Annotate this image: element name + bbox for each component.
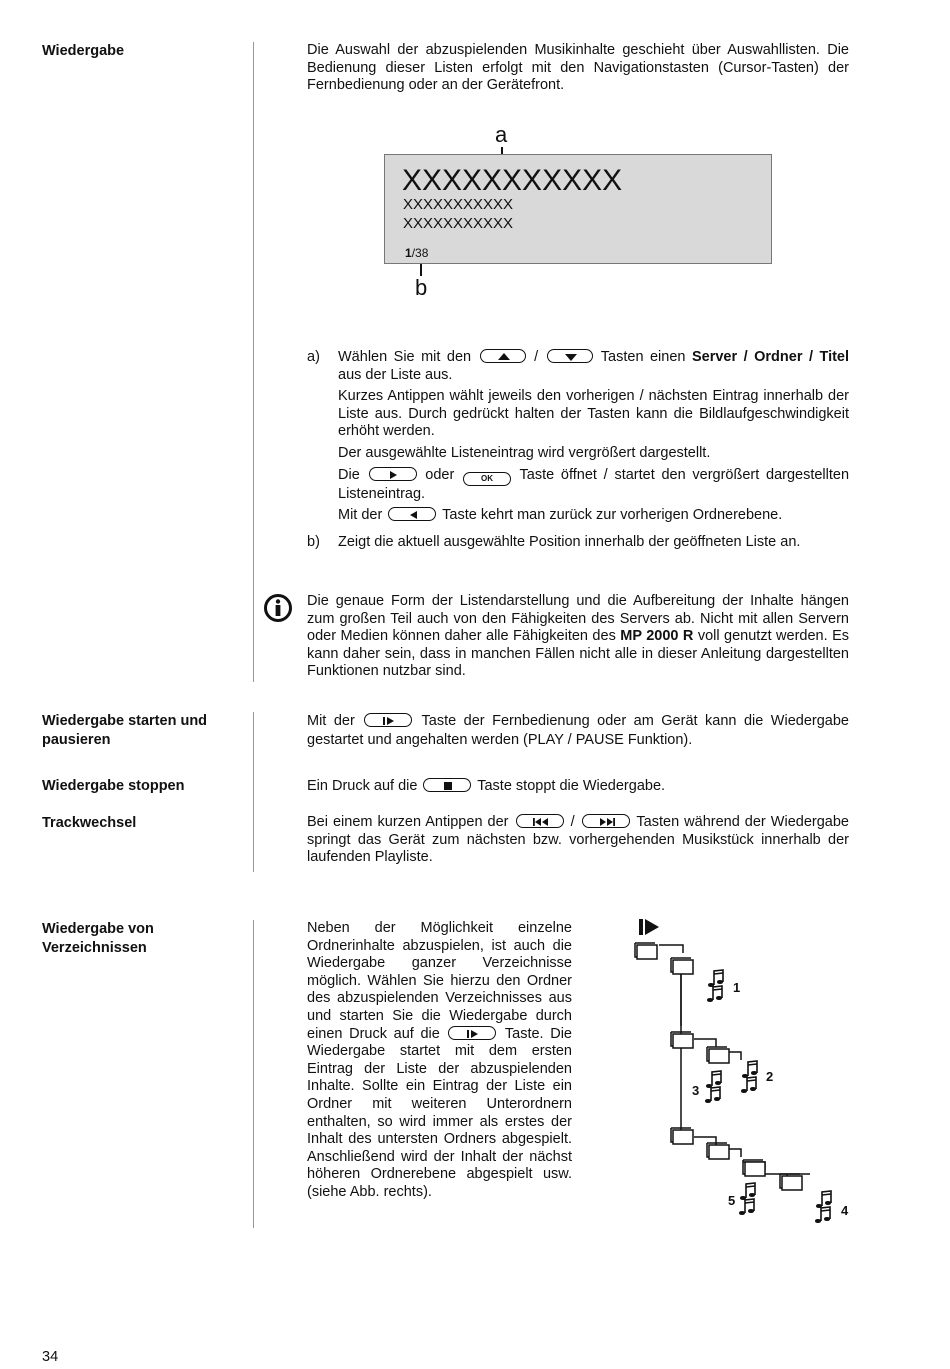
step-a-para-4 xyxy=(338,467,849,504)
display-line-1: XXXXXXXXXXX xyxy=(402,164,623,197)
music-notes-icon xyxy=(739,1183,755,1215)
step-a-slash: / xyxy=(534,349,539,365)
tree-number-4: 4 xyxy=(841,1203,849,1218)
folder-icon xyxy=(780,1174,802,1190)
column-divider xyxy=(253,920,254,1228)
ok-key-label: OK xyxy=(481,473,494,483)
stop-key-icon xyxy=(423,778,471,792)
left-arrow-key-icon xyxy=(388,507,436,521)
folder-icon xyxy=(707,1143,729,1159)
info-note xyxy=(307,593,849,681)
display-position xyxy=(405,246,428,260)
step-a-para-3: Der ausgewählte Listeneintrag wird vergrößert dargestellt. xyxy=(338,444,711,461)
start-pause-text xyxy=(307,712,849,750)
callout-a: a xyxy=(495,122,508,147)
display-position-current: 1 xyxy=(405,246,412,260)
play-pause-key-icon xyxy=(448,1026,496,1040)
start-pause-pre: Mit der xyxy=(307,713,355,729)
dirs-text xyxy=(307,920,572,1202)
dirs-pre: Neben der Möglichkeit einzelne Ordnerinhalte abzuspielen, ist auch die Wiedergabe ganzer Verzeichnisse möglich. Wählen Sie hierzu den Ordner des abzuspielenden Verzeichnisses aus und starten Sie die Wiedergabe durch einen Druck auf die xyxy=(307,920,572,1042)
callout-b: b xyxy=(415,275,428,300)
column-divider xyxy=(253,712,254,872)
info-note-pre: Die genaue Form der Listendarstellung und die Aufbereitung der Inhalte hängen zum großen Teil auch von den Fähigkeiten des Servers ab. Nicht mit allen Servern oder Medien können daher alle Fähigkeiten des xyxy=(307,593,849,645)
up-arrow-key-icon xyxy=(480,349,526,363)
display-screen xyxy=(384,154,772,264)
column-divider xyxy=(253,42,254,682)
step-a-para-4-pre: Die xyxy=(338,466,360,483)
folder-icon xyxy=(743,1160,765,1176)
step-b xyxy=(307,534,849,552)
tree-number-2: 2 xyxy=(766,1069,774,1084)
step-a-server: Server xyxy=(691,349,738,365)
ok-key-icon xyxy=(463,472,511,486)
track-slash: / xyxy=(570,814,575,830)
display-position-total: /38 xyxy=(411,246,429,260)
next-track-key-icon xyxy=(582,814,630,828)
stop-text xyxy=(307,777,849,796)
play-pause-key-icon xyxy=(364,713,412,727)
step-a-ordner: Ordner xyxy=(754,349,803,365)
info-icon xyxy=(263,593,293,627)
section-label-start-pause: Wiedergabe starten und pausieren xyxy=(42,713,208,748)
dirs-post: Taste. Die Wiedergabe startet mit dem ersten Eintrag der Liste der abzuspielenden Inhalte. Sollte ein Eintrag der Liste ein Ordner mit weiteren Unterordnern enthalten, so wird immer als erstes der Inhalt des untersten Ordners abgespielt. Anschließend wird der Inhalt der nächst höheren Ordnerebene abgespielt usw. (siehe Abb. rechts). xyxy=(307,1025,572,1200)
step-a-sep: / xyxy=(802,349,820,365)
music-notes-icon xyxy=(741,1061,757,1093)
step-a-end: aus der Liste aus. xyxy=(338,366,453,383)
folder-icon xyxy=(635,943,657,959)
step-a-para-4-mid: oder xyxy=(425,466,455,483)
step-a-mid: Tasten einen xyxy=(600,349,686,365)
stop-post: Taste stoppt die Wiedergabe. xyxy=(477,778,666,794)
previous-track-key-icon xyxy=(516,814,564,828)
folder-icon xyxy=(671,1128,693,1144)
step-a-line-1 xyxy=(338,349,849,367)
step-a-marker: a) xyxy=(307,349,320,365)
display-line-2: XXXXXXXXXXX xyxy=(403,196,514,213)
step-a xyxy=(307,349,849,525)
track-pre: Bei einem kurzen Antippen der xyxy=(307,814,509,830)
section-label-playback: Wiedergabe xyxy=(42,43,125,59)
step-a-titel: Titel xyxy=(819,349,850,365)
section-label-stop: Wiedergabe stoppen xyxy=(42,778,185,794)
display-illustration xyxy=(384,122,774,302)
step-a-para-4-post: Taste öffnet / startet den vergrößert dargestellten Listeneintrag. xyxy=(338,466,850,502)
music-notes-icon xyxy=(707,970,723,1002)
down-arrow-key-icon xyxy=(547,349,593,363)
step-a-para-2: Kurzes Antippen wählt jeweils den vorherigen / nächsten Eintrag innerhalb der Liste aus. Durch gedrückt halten der Tasten kann die Bildlaufgeschwindigkeit erhöht werden. xyxy=(338,388,849,440)
play-pause-symbol-icon xyxy=(639,919,659,935)
start-pause-post: Taste der Fernbedienung oder am Gerät kann die Wiedergabe gestartet und angehalten werden (PLAY / PAUSE Funktion). xyxy=(307,713,849,748)
info-note-model: MP 2000 R xyxy=(620,628,694,645)
display-line-3: XXXXXXXXXXX xyxy=(403,215,514,232)
tree-number-1: 1 xyxy=(733,980,741,995)
step-a-sep: / xyxy=(737,349,755,365)
playback-intro: Die Auswahl der abzuspielenden Musikinhalte geschieht über Auswahllisten. Die Bedienung dieser Listen erfolgt mit den Navigationstasten (Cursor-Tasten) der Fernbedienung oder an der Gerätefront. xyxy=(307,42,849,94)
track-text xyxy=(307,814,849,867)
folder-icon xyxy=(671,1032,693,1048)
step-a-para-5-post: Taste kehrt man zurück zur vorherigen Ordnerebene. xyxy=(442,507,783,524)
step-b-marker: b) xyxy=(307,534,320,550)
info-note-post: voll genutzt werden. Es kann daher sein, dass in manchen Fällen nicht alle in dieser Anleitung dargestellten Funktionen nutzbar sind. xyxy=(307,628,850,680)
music-notes-icon xyxy=(815,1191,831,1223)
step-a-pre: Wählen Sie mit den xyxy=(338,349,472,365)
section-label-dirs: Wiedergabe von Verzeichnissen xyxy=(42,921,154,956)
page-number: 34 xyxy=(42,1349,59,1365)
track-post: Tasten während der Wiedergabe springt das Gerät zum nächsten bzw. vorhergehenden Musikstück innerhalb der laufenden Playliste. xyxy=(307,814,849,866)
folder-tree-diagram xyxy=(625,912,860,1232)
step-a-para-5 xyxy=(338,507,849,525)
tree-number-5: 5 xyxy=(728,1193,736,1208)
folder-icon xyxy=(707,1047,729,1063)
stop-pre: Ein Druck auf die xyxy=(307,778,418,794)
music-notes-icon xyxy=(705,1071,721,1103)
step-a-para-5-pre: Mit der xyxy=(338,507,383,524)
tree-number-3: 3 xyxy=(692,1083,700,1098)
right-arrow-key-icon xyxy=(369,467,417,481)
folder-icon xyxy=(671,958,693,974)
step-b-text: Zeigt die aktuell ausgewählte Position innerhalb der geöffneten Liste an. xyxy=(338,534,801,550)
section-label-track: Trackwechsel xyxy=(42,815,137,831)
